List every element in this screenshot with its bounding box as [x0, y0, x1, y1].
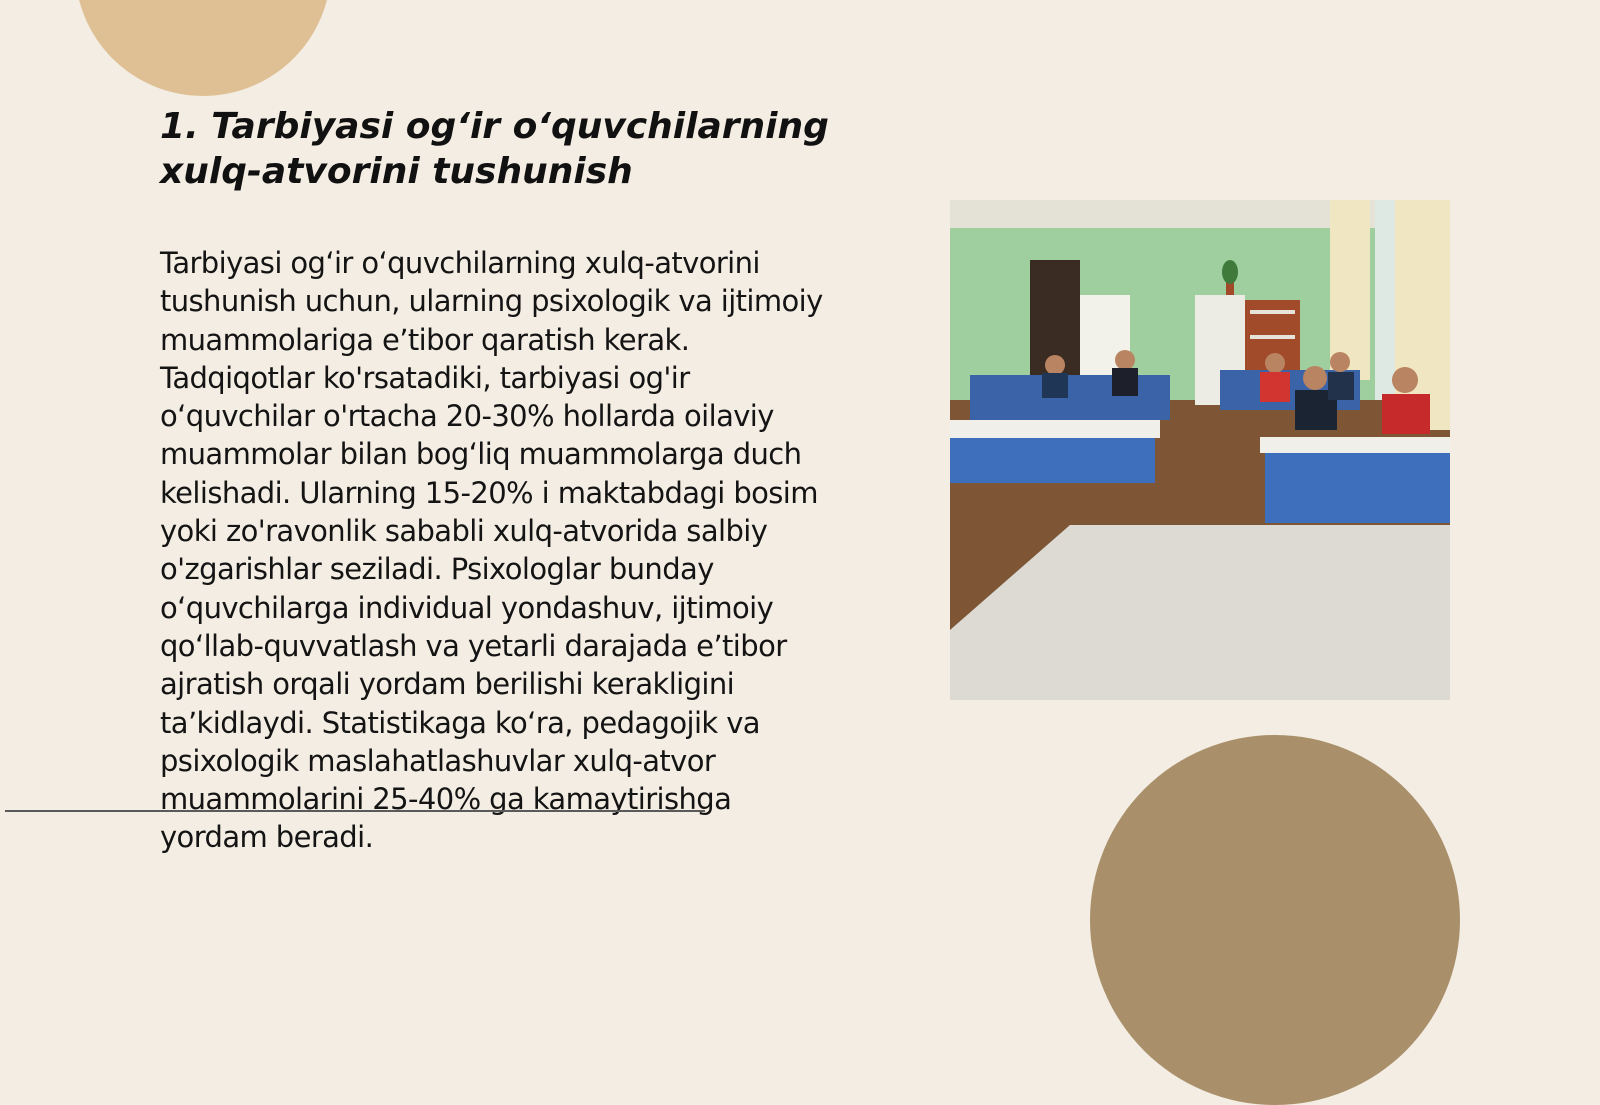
- classroom-illustration: [950, 200, 1450, 700]
- classroom-photo: [950, 200, 1450, 700]
- decorative-circle-bottom: [1090, 735, 1460, 1105]
- divider-line: [5, 810, 705, 812]
- slide-title: 1. Tarbiyasi og‘ir o‘quvchilarning xulq-atvorini tushunish: [160, 106, 829, 192]
- decorative-circle-top: [75, 0, 331, 96]
- slide-body-text: Tarbiyasi og‘ir o‘quvchilarning xulq-atvorini tushunish uchun, ularning psixologik va ijtimoiy muammolariga e’tibor qaratish kerak. Tadqiqotlar ko'rsatadiki, tarbiyasi og'ir o‘quvchilar o'rtacha 20-30% hollarda oilaviy muammolar bilan bog‘liq muammolarga duch kelishadi. Ularning 15-20% i maktabdagi bosim yoki zo'ravonlik sababli xulq-atvorida salbiy o'zgarishlar seziladi. Psixologlar bunday o‘quvchilarga individual yondashuv, ijtimoiy qo‘llab-quvvatlash va yetarli darajada e’tibor ajratish orqali yordam berilishi kerakligini ta’kidlaydi. Statistikaga ko‘ra, pedagojik va psixologik maslahatlashuvlar xulq-atvor muammolarini 25-40% ga kamaytirishga yordam beradi.: [160, 246, 823, 855]
